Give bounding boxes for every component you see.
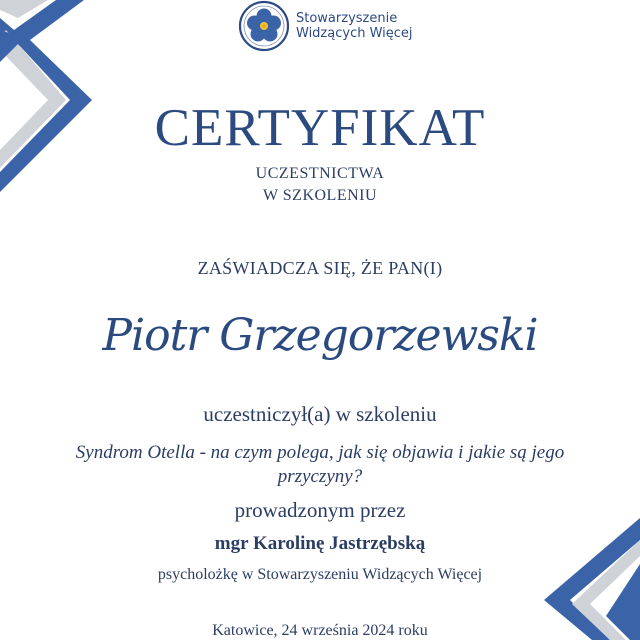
organization-name-line1: Stowarzyszenie xyxy=(296,11,398,26)
certificate-subtitle xyxy=(0,163,640,207)
attestation-text: ZAŚWIADCZA SIĘ, ŻE PAN(I) xyxy=(197,258,443,278)
subtitle-line2: W SZKOLENIU xyxy=(262,187,378,204)
organization-name xyxy=(296,11,413,41)
forget-me-not-flower-icon xyxy=(238,0,290,52)
certificate-title: CERTYFIKAT xyxy=(154,99,486,157)
participation-text: uczestniczył(a) w szkoleniu xyxy=(203,402,437,426)
course-title: Syndrom Otella - na czym polega, jak się objawia i jakie są jego przyczyny? xyxy=(75,442,565,487)
subtitle-line1: UCZESTNICTWA xyxy=(255,165,385,182)
led-by-text: prowadzonym przez xyxy=(234,498,406,522)
place-and-date: Katowice, 24 września 2024 roku xyxy=(212,622,428,639)
trainer-role: psycholożkę w Stowarzyszeniu Widzących Więcej xyxy=(157,566,483,583)
recipient-name: Piotr Grzegorzewski xyxy=(102,310,538,361)
trainer-name: mgr Karolinę Jastrzębską xyxy=(214,533,426,554)
organization-name-line2: Widzących Więcej xyxy=(296,26,413,41)
organization-logo xyxy=(238,0,413,52)
